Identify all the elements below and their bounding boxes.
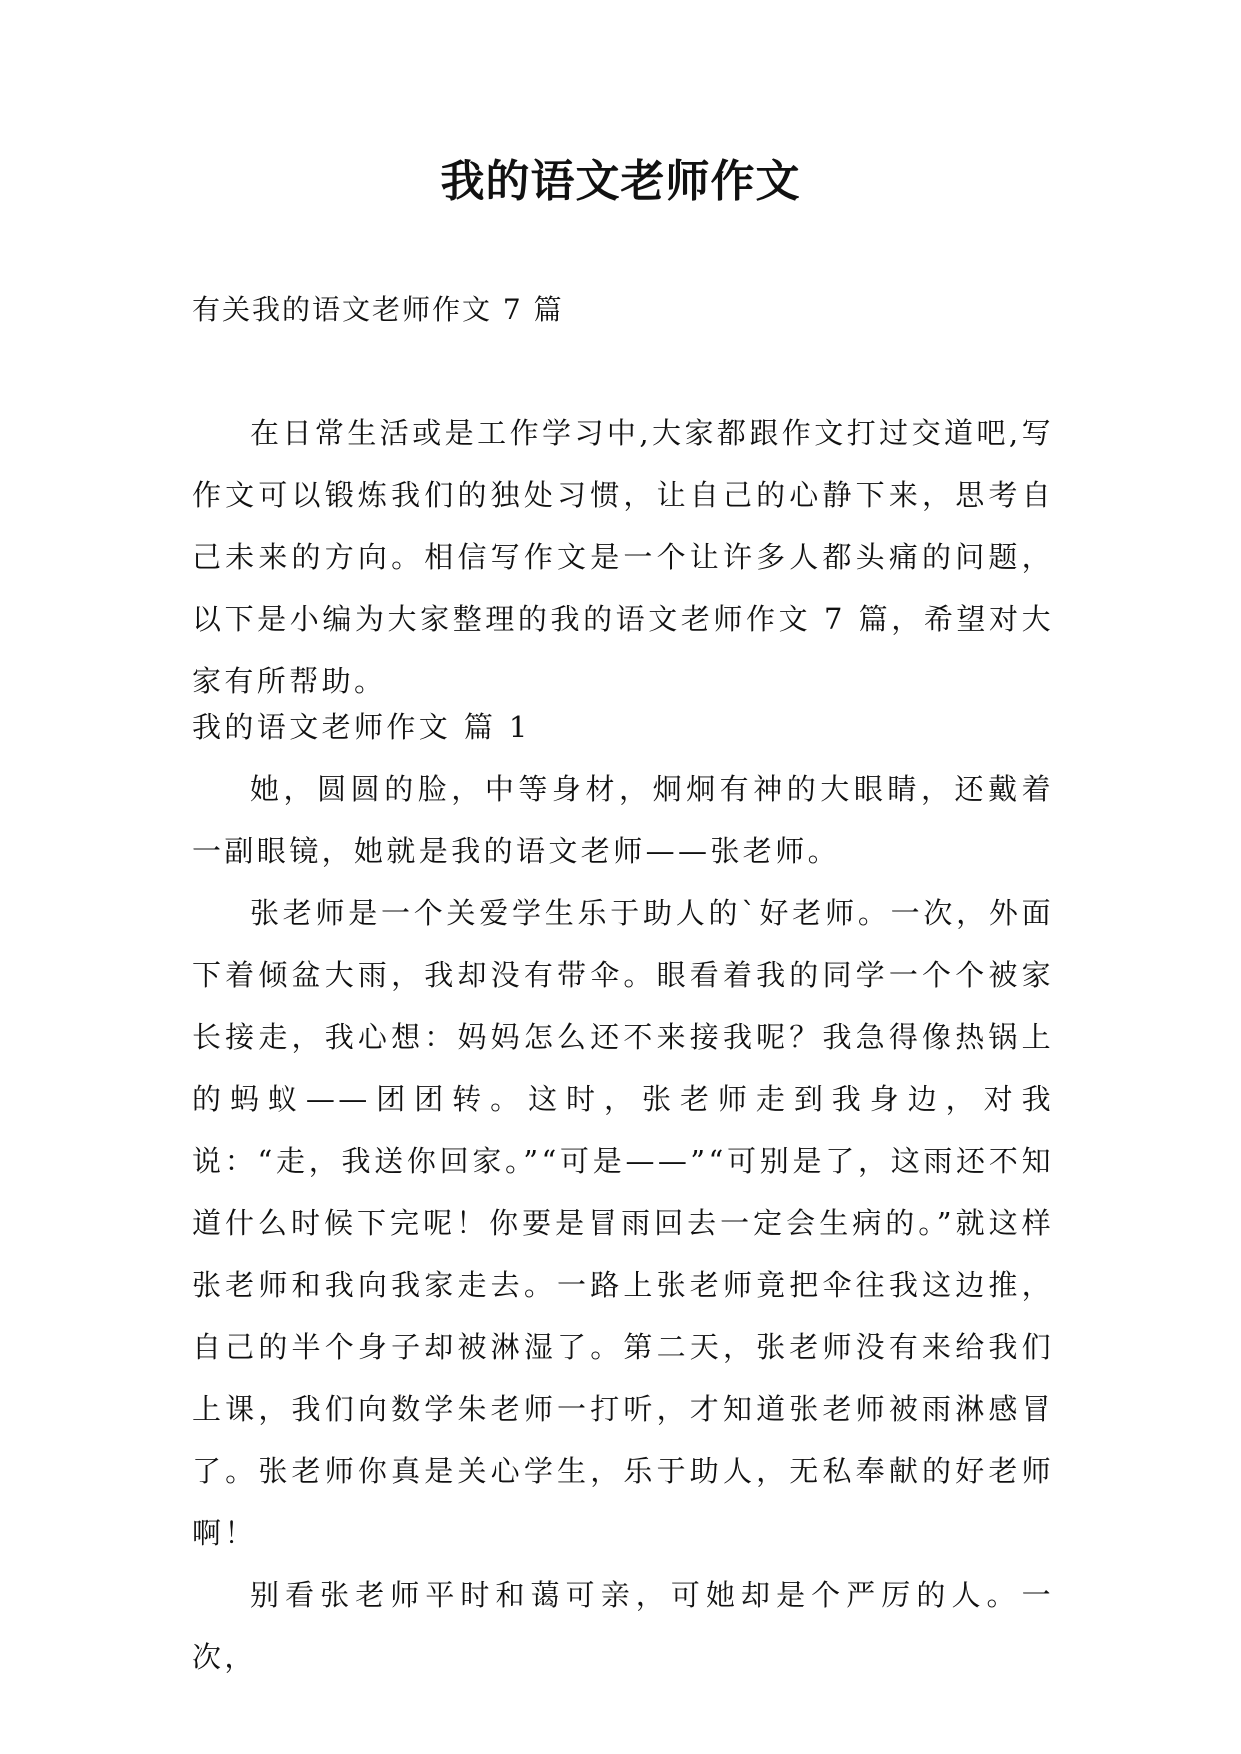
intro-paragraph: 在日常生活或是工作学习中,大家都跟作文打过交道吧,写作文可以锻炼我们的独处习惯，让自己的心静下来，思考自己未来的方向。相信写作文是一个让许多人都头痛的问题，以下是小编为大家整理的我的语文老师作文 7 篇，希望对大家有所帮助。 [192, 416, 1054, 698]
document-subtitle: 有关我的语文老师作文 7 篇 [192, 293, 564, 326]
paragraph-1: 她，圆圆的脸，中等身材，炯炯有神的大眼睛，还戴着一副眼镜，她就是我的语文老师——张老师。 [192, 772, 1054, 868]
document-title: 我的语文老师作文 [440, 156, 801, 207]
section-heading: 我的语文老师作文 篇 1 [192, 710, 531, 744]
paragraph-3: 别看张老师平时和蔼可亲，可她却是个严厉的人。一次， [192, 1578, 1054, 1674]
paragraph-2: 张老师是一个关爱学生乐于助人的`好老师。一次，外面下着倾盆大雨，我却没有带伞。眼看着我的同学一个个被家长接走，我心想：妈妈怎么还不来接我呢？我急得像热锅上的蚂蚁——团团转。这时，张老师走到我身边，对我说：“走，我送你回家。”“可是——”“可别是了，这雨还不知道什么时候下完呢！你要是冒雨回去一定会生病的。”就这样张老师和我向我家走去。一路上张老师竟把伞往我这边推，自己的半个身子却被淋湿了。第二天，张老师没有来给我们上课，我们向数学朱老师一打听，才知道张老师被雨淋感冒了。张老师你真是关心学生，乐于助人，无私奉献的好老师啊！ [192, 896, 1054, 1550]
intro-block [192, 402, 1054, 712]
section-1 [192, 696, 1054, 1688]
